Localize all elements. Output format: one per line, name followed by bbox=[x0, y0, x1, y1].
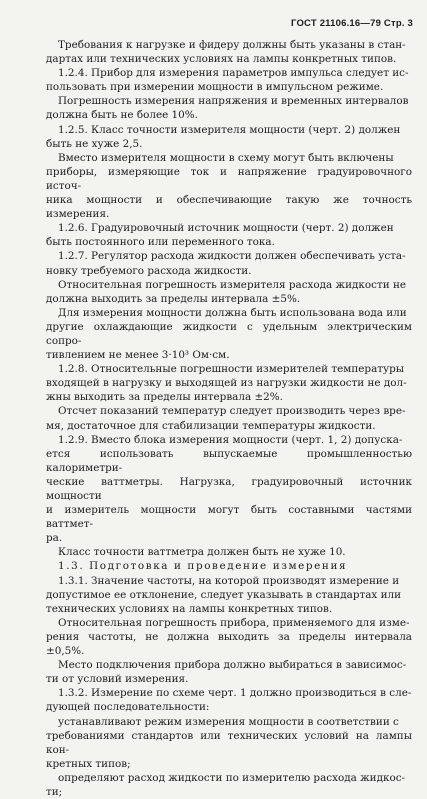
text-line: мя, достаточное для стабилизации температуры жидкости. bbox=[46, 419, 376, 432]
text-line: входящей в нагрузку и выходящей из нагрузки жидкости не дол- bbox=[46, 377, 407, 390]
text-line: 1.2.9. Вместо блока измерения мощности (черт. 1, 2) допуска- bbox=[58, 433, 403, 446]
text-line: Относительная погрешность прибора, применяемого для изме- bbox=[58, 616, 410, 629]
text-line: и измеритель мощности могут быть составными частями ваттмет- bbox=[46, 504, 416, 531]
page-header: ГОСТ 21106.16—79 Стр. 3 bbox=[290, 18, 413, 29]
text-line: должна быть не более 10%. bbox=[46, 109, 198, 122]
text-line: другие охлаждающие жидкости с удельным электрическим сопро- bbox=[46, 320, 416, 347]
text-line: 1.3.1. Значение частоты, на которой производят измерение и bbox=[58, 574, 400, 587]
text-line: 1.2.8. Относительные погрешности измерителей температуры bbox=[58, 363, 405, 376]
document-body bbox=[46, 38, 416, 799]
text-line: Класс точности ваттметра должен быть не хуже 10. bbox=[58, 546, 346, 559]
text-line: быть не хуже 2,5. bbox=[46, 137, 143, 150]
text-line: ется использовать выпускаемые промышленностью калориметри- bbox=[46, 447, 416, 474]
text-line: Относительная погрешность измерителя расхода жидкости не bbox=[58, 278, 407, 291]
text-line: 1.2.7. Регулятор расхода жидкости должен обеспечивать уста- bbox=[58, 250, 406, 263]
text-line: Для измерения мощности должна быть использована вода или bbox=[58, 306, 407, 319]
text-line: ческие ваттметры. Нагрузка, градуировочный источник мощности bbox=[46, 475, 416, 502]
text-line: должна выходить за пределы интервала ±5%. bbox=[46, 292, 301, 305]
text-line: требованиями стандартов или технических условий на лампы кон- bbox=[46, 729, 416, 756]
text-line: 1.3.2. Измерение по схеме черт. 1 должно производиться в сле- bbox=[58, 687, 412, 700]
text-line: дартах или технических условиях на лампы конкретных типов. bbox=[46, 53, 397, 66]
text-line: Вместо измерителя мощности в схему могут быть включены bbox=[58, 151, 394, 164]
text-line: 1.2.6. Градуировочный источник мощности (черт. 2) должен bbox=[58, 222, 394, 235]
text-line: ти; bbox=[46, 785, 63, 798]
text-line: 1.2.4. Прибор для измерения параметров импульса следует ис- bbox=[58, 67, 409, 80]
text-line: Отсчет показаний температур следует производить через вре- bbox=[58, 405, 406, 418]
text-line: Погрешность измерения напряжения и временных интервалов bbox=[58, 95, 409, 108]
text-line: 1.2.5. Класс точности измерителя мощности (черт. 2) должен bbox=[58, 123, 401, 136]
text-line: кретных типов; bbox=[46, 757, 131, 770]
text-line: ра. bbox=[46, 532, 63, 545]
text-line: рения частоты, не должна выходить за пределы интервала ±0,5%. bbox=[46, 630, 416, 658]
text-line: устанавливают режим измерения мощности в соответствии с bbox=[58, 715, 399, 728]
text-line: ника мощности и обеспечивающие такую же точность измерения. bbox=[46, 194, 416, 221]
text-line: ти от условий измерения. bbox=[46, 673, 189, 686]
text-line: тивлением не менее 3·10³ Ом·см. bbox=[46, 349, 230, 362]
section-heading: 1.3. Подготовка и проведение измерения bbox=[58, 560, 348, 573]
text-line: новку требуемого расхода жидкости. bbox=[46, 264, 252, 277]
text-line: Требования к нагрузке и фидеру должны быть указаны в стан- bbox=[58, 39, 406, 51]
text-line: Место подключения прибора должно выбираться в зависимос- bbox=[58, 659, 407, 672]
text-line: определяют расход жидкости по измерителю расхода жидкос- bbox=[58, 771, 406, 784]
text-line: жны выходить за пределы интервала ±2%. bbox=[46, 391, 283, 404]
text-line: быть постоянного или переменного тока. bbox=[46, 236, 275, 249]
text-line: технических условиях на лампы конкретных типов. bbox=[46, 602, 333, 615]
text-line: пользовать при измерении мощности в импульсном режиме. bbox=[46, 81, 384, 94]
text-line: приборы, измеряющие ток и напряжение градуировочного источ- bbox=[46, 165, 416, 192]
text-line: дующей последовательности: bbox=[46, 701, 210, 714]
text-line: допустимое ее отклонение, следует указывать в стандартах или bbox=[46, 588, 402, 601]
